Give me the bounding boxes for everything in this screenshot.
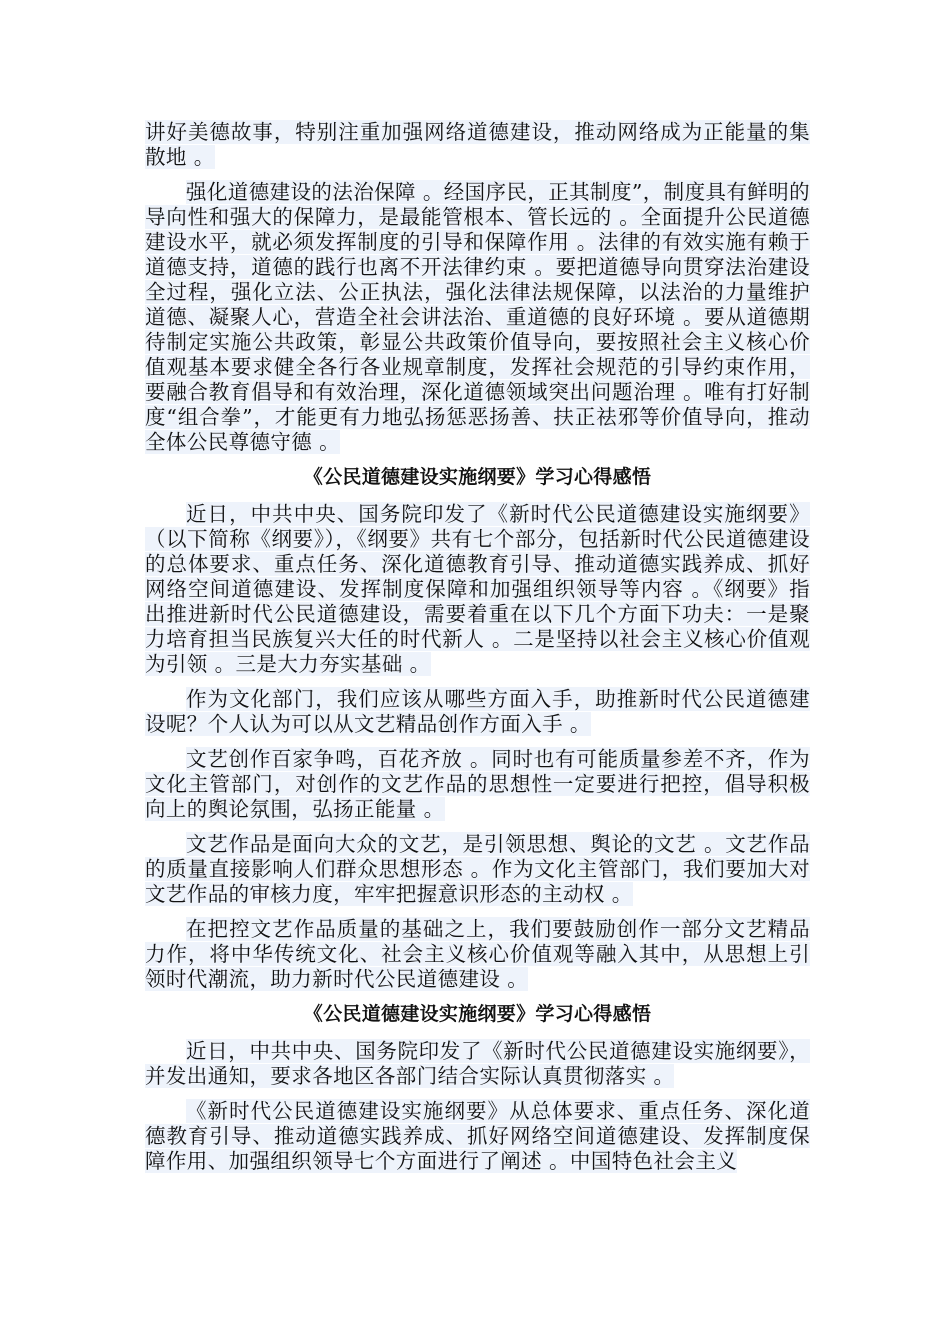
paragraph-9-text: 《新时代公民道德建设实施纲要》从总体要求、重点任务、深化道德教育引导、推动道德实践养成、抓好网络空间道德建设、发挥制度保障作用、加强组织领导七个方面进行了阐述 。中国特色社会主义 [145, 1099, 810, 1173]
paragraph-4-text: 作为文化部门，我们应该从哪些方面入手，助推新时代公民道德建设呢？个人认为可以从文艺精品创作方面入手 。 [145, 687, 810, 736]
paragraph-2 [145, 180, 810, 455]
paragraph-6-text: 文艺作品是面向大众的文艺，是引领思想、舆论的文艺 。文艺作品的质量直接影响人们群众思想形态 。作为文化主管部门，我们要加大对文艺作品的审核力度，牢牢把握意识形态的主动权 。 [145, 832, 810, 906]
section-heading-1: 《公民道德建设实施纲要》学习心得感悟 [303, 466, 652, 488]
paragraph-3-text: 近日，中共中央、国务院印发了《新时代公民道德建设实施纲要》（以下简称《纲要》），《纲要》共有七个部分，包括新时代公民道德建设的总体要求、重点任务、深化道德教育引导、推动道德实践养成、抓好网络空间道德建设、发挥制度保障和加强组织领导等内容 。《纲要》指出推进新时代公民道德建设，需要着重在以下几个方面下功夫：一是聚力培育担当民族复兴大任的时代新人 。二是坚持以社会主义核心价值观为引领 。三是大力夯实基础 。 [145, 502, 810, 676]
paragraph-1-text: 讲好美德故事，特别注重加强网络道德建设，推动网络成为正能量的集散地 。 [145, 120, 810, 169]
paragraph-2-text: 强化道德建设的法治保障 。经国序民，正其制度”，制度具有鲜明的导向性和强大的保障力，是最能管根本、管长远的 。全面提升公民道德建设水平，就必须发挥制度的引导和保障作用 。法律的有效实施有赖于道德支持，道德的践行也离不开法律约束 。要把道德导向贯穿法治建设全过程，强化立法、公正执法，强化法律法规保障，以法治的力量维护道德、凝聚人心，营造全社会讲法治、重道德的良好环境 。要从道德期待制定实施公共政策，彰显公共政策价值导向，要按照社会主义核心价值观基本要求健全各行各业规章制度，发挥社会规范的引导约束作用，要融合教育倡导和有效治理，深化道德领域突出问题治理 。唯有打好制度“组合拳”，才能更有力地弘扬惩恶扬善、扶正祛邪等价值导向，推动全体公民尊德守德 。 [145, 180, 810, 454]
paragraph-3 [145, 502, 810, 677]
paragraph-4 [145, 687, 810, 737]
paragraph-5 [145, 747, 810, 822]
paragraph-7-text: 在把控文艺作品质量的基础之上，我们要鼓励创作一部分文艺精品力作，将中华传统文化、社会主义核心价值观等融入其中，从思想上引领时代潮流，助力新时代公民道德建设 。 [145, 917, 810, 991]
paragraph-5-text: 文艺创作百家争鸣，百花齐放 。同时也有可能质量参差不齐，作为文化主管部门，对创作的文艺作品的思想性一定要进行把控，倡导积极向上的舆论氛围，弘扬正能量 。 [145, 747, 810, 821]
paragraph-7 [145, 917, 810, 992]
paragraph-6 [145, 832, 810, 907]
document-page [145, 120, 810, 1184]
paragraph-1 [145, 120, 810, 170]
section-heading-2: 《公民道德建设实施纲要》学习心得感悟 [303, 1003, 652, 1025]
paragraph-9 [145, 1099, 810, 1174]
paragraph-8-text: 近日，中共中央、国务院印发了《新时代公民道德建设实施纲要》，并发出通知，要求各地区各部门结合实际认真贯彻落实 。 [145, 1039, 810, 1088]
paragraph-8 [145, 1039, 810, 1089]
